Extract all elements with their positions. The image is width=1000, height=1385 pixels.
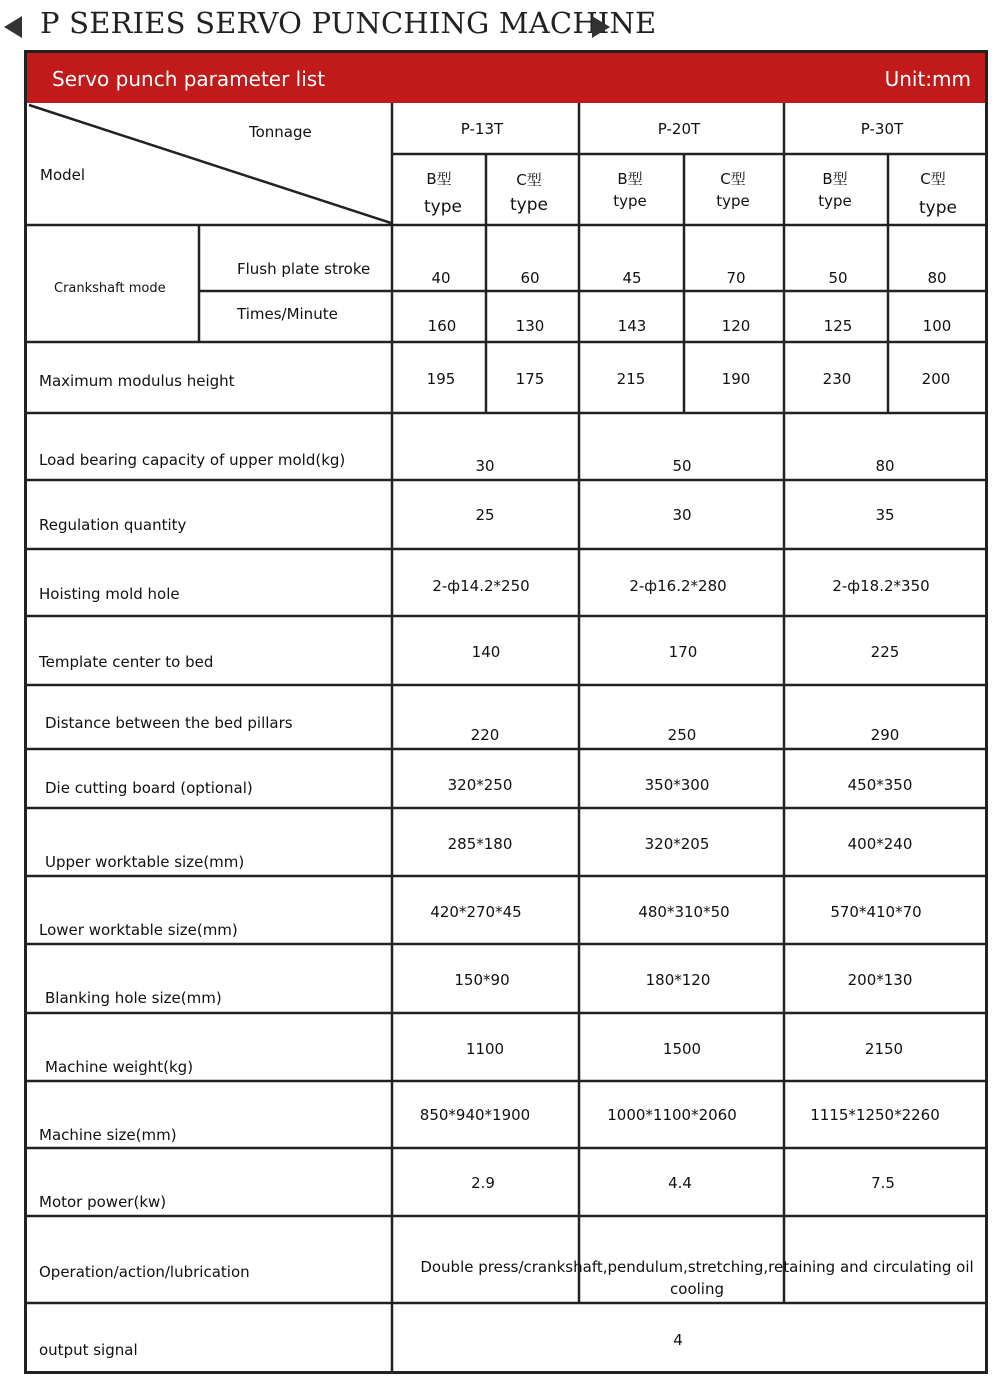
- corner-tonnage-label: Tonnage: [249, 123, 312, 141]
- crankshaft-mode-label: Crankshaft mode: [54, 281, 166, 296]
- row-label: Load bearing capacity of upper mold(kg): [39, 451, 346, 469]
- modulus-value: 200: [921, 370, 951, 388]
- row-label: Die cutting board (optional): [45, 779, 253, 797]
- times-value: 125: [823, 317, 853, 335]
- times-value: 130: [515, 317, 545, 335]
- stroke-value: 70: [726, 269, 746, 287]
- row-value: 2-ф14.2*250: [432, 577, 530, 595]
- row-value: 225: [870, 643, 900, 661]
- row-value: 400*240: [847, 835, 913, 853]
- row-value: 250: [667, 726, 697, 744]
- row-value: 30: [475, 457, 495, 475]
- row-value: 35: [875, 506, 895, 524]
- row-value: 2150: [864, 1040, 904, 1058]
- row-label: Template center to bed: [39, 653, 214, 671]
- banner-title: Servo punch parameter list: [52, 67, 326, 91]
- modulus-value: 190: [721, 370, 751, 388]
- row-value: 4.4: [668, 1174, 692, 1192]
- row-value: 320*250: [447, 776, 513, 794]
- row-value: 25: [475, 506, 495, 524]
- row-label: Regulation quantity: [39, 516, 187, 534]
- row-value: 1115*1250*2260: [810, 1106, 940, 1124]
- row-value: 1500: [662, 1040, 702, 1058]
- arrow-left-icon: [4, 16, 22, 38]
- row-value: 1100: [465, 1040, 505, 1058]
- row-label: Upper worktable size(mm): [45, 853, 245, 871]
- row-value: 1000*1100*2060: [607, 1106, 737, 1124]
- modulus-value: 230: [822, 370, 852, 388]
- operation-label: Operation/action/lubrication: [39, 1263, 250, 1281]
- subtype-bottom: type: [613, 192, 647, 210]
- row-label: Hoisting mold hole: [39, 585, 180, 603]
- row-value: 170: [668, 643, 698, 661]
- row-label: Motor power(kw): [39, 1193, 167, 1211]
- row-value: 2-ф16.2*280: [629, 577, 727, 595]
- subtype-bottom: type: [510, 195, 548, 215]
- times-value: 143: [617, 317, 647, 335]
- stroke-value: 50: [828, 269, 848, 287]
- modulus-height-label: Maximum modulus height: [39, 372, 235, 390]
- stroke-value: 60: [520, 269, 540, 287]
- stroke-value: 80: [927, 269, 947, 287]
- row-label: Lower worktable size(mm): [39, 921, 238, 939]
- row-value: 2.9: [471, 1174, 495, 1192]
- row-value: 570*410*70: [830, 903, 922, 921]
- row-value: 140: [471, 643, 501, 661]
- row-value: 7.5: [871, 1174, 895, 1192]
- subtype-top: C型: [516, 171, 542, 189]
- row-value: 350*300: [644, 776, 710, 794]
- stroke-value: 45: [622, 269, 642, 287]
- times-value: 100: [922, 317, 952, 335]
- times-value: 120: [721, 317, 751, 335]
- row-value: 200*130: [847, 971, 913, 989]
- arrow-right-icon: [592, 16, 610, 38]
- flush-plate-stroke-label: Flush plate stroke: [237, 260, 371, 278]
- subtype-top: B型: [822, 170, 848, 188]
- subtype-top: C型: [720, 170, 746, 188]
- row-value: 290: [870, 726, 900, 744]
- model-header-p13t: P-13T: [460, 120, 504, 138]
- row-value: 180*120: [645, 971, 711, 989]
- corner-diagonal: [29, 105, 391, 223]
- row-value: 420*270*45: [430, 903, 522, 921]
- table-grid: [27, 53, 985, 1371]
- row-value: 2-ф18.2*350: [832, 577, 930, 595]
- row-value: 850*940*1900: [419, 1106, 531, 1124]
- output-signal-label: output signal: [39, 1341, 138, 1359]
- page-title: P SERIES SERVO PUNCHING MACHINE: [40, 6, 657, 40]
- modulus-value: 175: [515, 370, 545, 388]
- row-label: Distance between the bed pillars: [45, 714, 293, 732]
- modulus-value: 215: [616, 370, 646, 388]
- row-value: 80: [875, 457, 895, 475]
- row-value: 320*205: [644, 835, 710, 853]
- subtype-top: C型: [920, 170, 946, 188]
- model-header-p30t: P-30T: [860, 120, 904, 138]
- row-label: Machine weight(kg): [45, 1058, 194, 1076]
- subtype-bottom: type: [818, 192, 852, 210]
- times-value: 160: [427, 317, 457, 335]
- model-header-p20t: P-20T: [657, 120, 701, 138]
- output-signal-value: 4: [673, 1331, 683, 1349]
- row-label: Machine size(mm): [39, 1126, 177, 1144]
- stroke-value: 40: [431, 269, 451, 287]
- subtype-top: B型: [617, 170, 643, 188]
- banner-unit: Unit:mm: [884, 67, 971, 91]
- row-value: 150*90: [454, 971, 510, 989]
- subtype-bottom: type: [716, 192, 750, 210]
- operation-value: Double press/crankshaft,pendulum,stretching,retaining and circulating oil cooling: [420, 1258, 974, 1298]
- subtype-bottom: type: [424, 197, 462, 217]
- page-header: [0, 0, 1000, 52]
- times-minute-label: Times/Minute: [237, 305, 338, 323]
- modulus-value: 195: [426, 370, 456, 388]
- row-value: 50: [672, 457, 692, 475]
- row-value: 285*180: [447, 835, 513, 853]
- subtype-bottom: type: [919, 198, 957, 218]
- parameter-table: [24, 50, 988, 1374]
- row-value: 450*350: [847, 776, 913, 794]
- subtype-top: B型: [426, 170, 452, 188]
- row-value: 480*310*50: [638, 903, 730, 921]
- row-label: Blanking hole size(mm): [45, 989, 222, 1007]
- row-value: 220: [470, 726, 500, 744]
- corner-model-label: Model: [40, 166, 86, 184]
- row-value: 30: [672, 506, 692, 524]
